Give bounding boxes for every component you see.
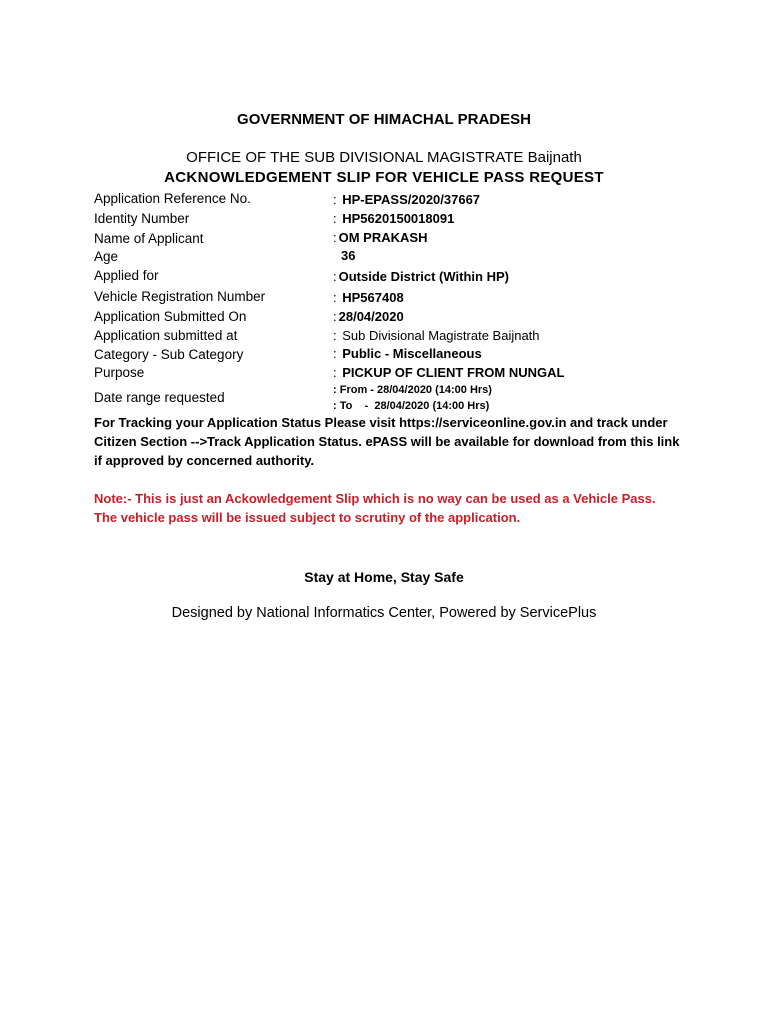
field-value: : Outside District (Within HP) bbox=[333, 269, 509, 284]
stay-safe-message: Stay at Home, Stay Safe bbox=[304, 569, 464, 585]
date-range-to: : To - 28/04/2020 (14:00 Hrs) bbox=[333, 400, 490, 412]
tracking-instructions bbox=[94, 413, 684, 470]
field-label: Application Reference No. bbox=[94, 191, 251, 206]
field-value: : OM PRAKASH bbox=[333, 230, 428, 245]
slip-title: ACKNOWLEDGEMENT SLIP FOR VEHICLE PASS REQUEST bbox=[164, 169, 604, 186]
field-label: Vehicle Registration Number bbox=[94, 289, 266, 304]
field-value: : HP567408 bbox=[333, 290, 404, 305]
tracking-line: Citizen Section -->Track Application Status. ePASS will be available for download from this link if approved by concerned authority. bbox=[94, 434, 680, 468]
date-range-values bbox=[333, 382, 492, 414]
government-title: GOVERNMENT OF HIMACHAL PRADESH bbox=[237, 111, 531, 128]
field-value: 36 bbox=[341, 248, 356, 263]
tracking-line: For Tracking your Application Status Please visit https://serviceonline.gov.in and track under bbox=[94, 415, 668, 430]
field-label: Application submitted at bbox=[94, 328, 238, 343]
field-label: Applied for bbox=[94, 268, 159, 283]
field-value: : Sub Divisional Magistrate Baijnath bbox=[333, 328, 540, 343]
date-range-from: : From - 28/04/2020 (14:00 Hrs) bbox=[333, 384, 492, 396]
field-label: Purpose bbox=[94, 365, 145, 380]
disclaimer-note bbox=[94, 489, 684, 527]
note-line: Note:- This is just an Ackowledgement Slip which is no way can be used as a Vehicle Pass. bbox=[94, 491, 656, 506]
field-value: : PICKUP OF CLIENT FROM NUNGAL bbox=[333, 365, 565, 380]
field-label: Category - Sub Category bbox=[94, 347, 244, 362]
field-label: Application Submitted On bbox=[94, 309, 247, 324]
field-value: : 28/04/2020 bbox=[333, 309, 404, 324]
office-name: OFFICE OF THE SUB DIVISIONAL MAGISTRATE Baijnath bbox=[186, 149, 582, 166]
scrutiny-line: The vehicle pass will be issued subject to scrutiny of the application. bbox=[94, 510, 521, 525]
field-label: Age bbox=[94, 249, 119, 264]
field-value: : Public - Miscellaneous bbox=[333, 346, 482, 361]
field-label: Name of Applicant bbox=[94, 231, 204, 246]
field-value: : HP-EPASS/2020/37667 bbox=[333, 192, 481, 207]
field-label: Date range requested bbox=[94, 390, 225, 405]
field-label: Identity Number bbox=[94, 211, 190, 226]
field-value: : HP5620150018091 bbox=[333, 211, 455, 226]
designed-by-credit: Designed by National Informatics Center, Powered by ServicePlus bbox=[171, 605, 597, 621]
